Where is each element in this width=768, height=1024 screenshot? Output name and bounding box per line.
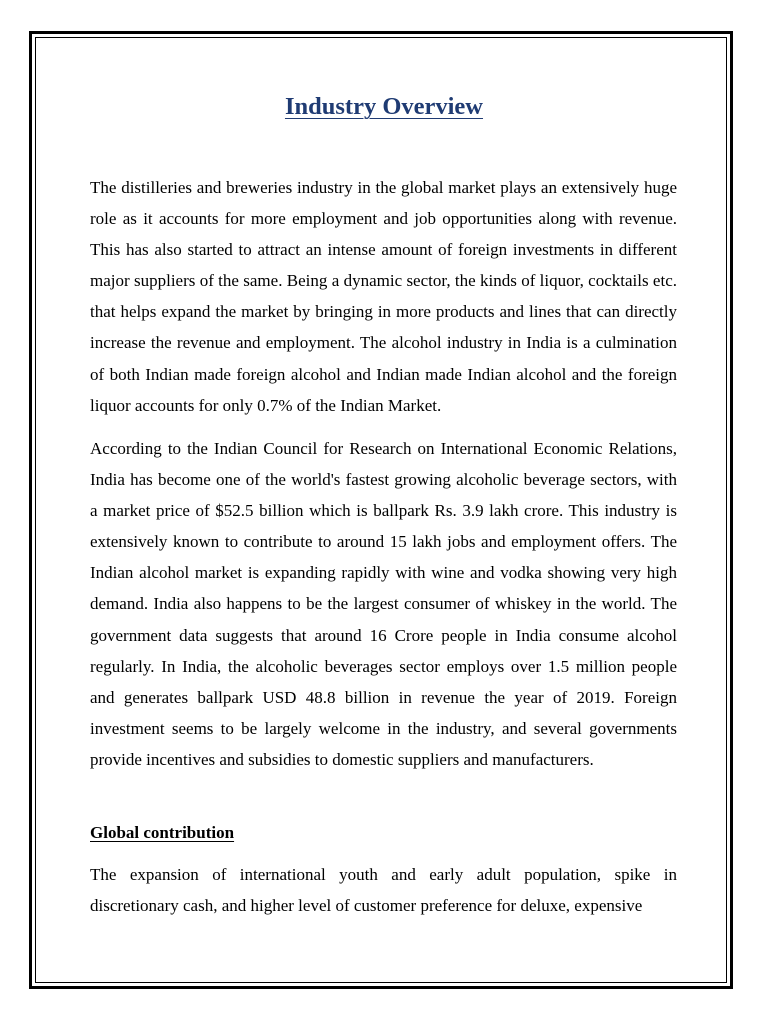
page-title: Industry Overview xyxy=(284,93,484,120)
paragraph-intro: The distilleries and breweries industry in the global market plays an extensively huge role as it accounts for more employment and job opportunities along with revenue. This has also started to attract an intense amount of foreign investments in different major suppliers of the same. Being a dynamic sector, the kinds of liquor, cocktails etc. that helps expand the market by bringing in more products and lines that can directly increase the revenue and employment. The alcohol industry in India is a culmination of both Indian made foreign alcohol and Indian made Indian alcohol and the foreign liquor accounts for only 0.7% of the Indian Market. xyxy=(90,178,677,415)
section-heading-global-contribution: Global contribution xyxy=(90,823,235,842)
paragraph-global-contribution: The expansion of international youth and early adult population, spike in discretionary cash, and higher level of customer preference for deluxe, expensive xyxy=(90,865,677,916)
paragraph-market-overview: According to the Indian Council for Research on International Economic Relations, India has become one of the world's fastest growing alcoholic beverage sectors, with a market price of $52.5 billion which is ballpark Rs. 3.9 lakh crore. This industry is extensively known to contribute to around 15 lakh jobs and employment offers. The Indian alcohol market is expanding rapidly with wine and vodka showing very high demand. India also happens to be the largest consumer of whiskey in the world. The government data suggests that around 16 Crore people in India consume alcohol regularly. In India, the alcoholic beverages sector employs over 1.5 million people and generates ballpark USD 48.8 billion in revenue the year of 2019. Foreign investment seems to be largely welcome in the industry, and several governments provide incentives and subsidies to domestic suppliers and manufacturers. xyxy=(90,439,677,769)
